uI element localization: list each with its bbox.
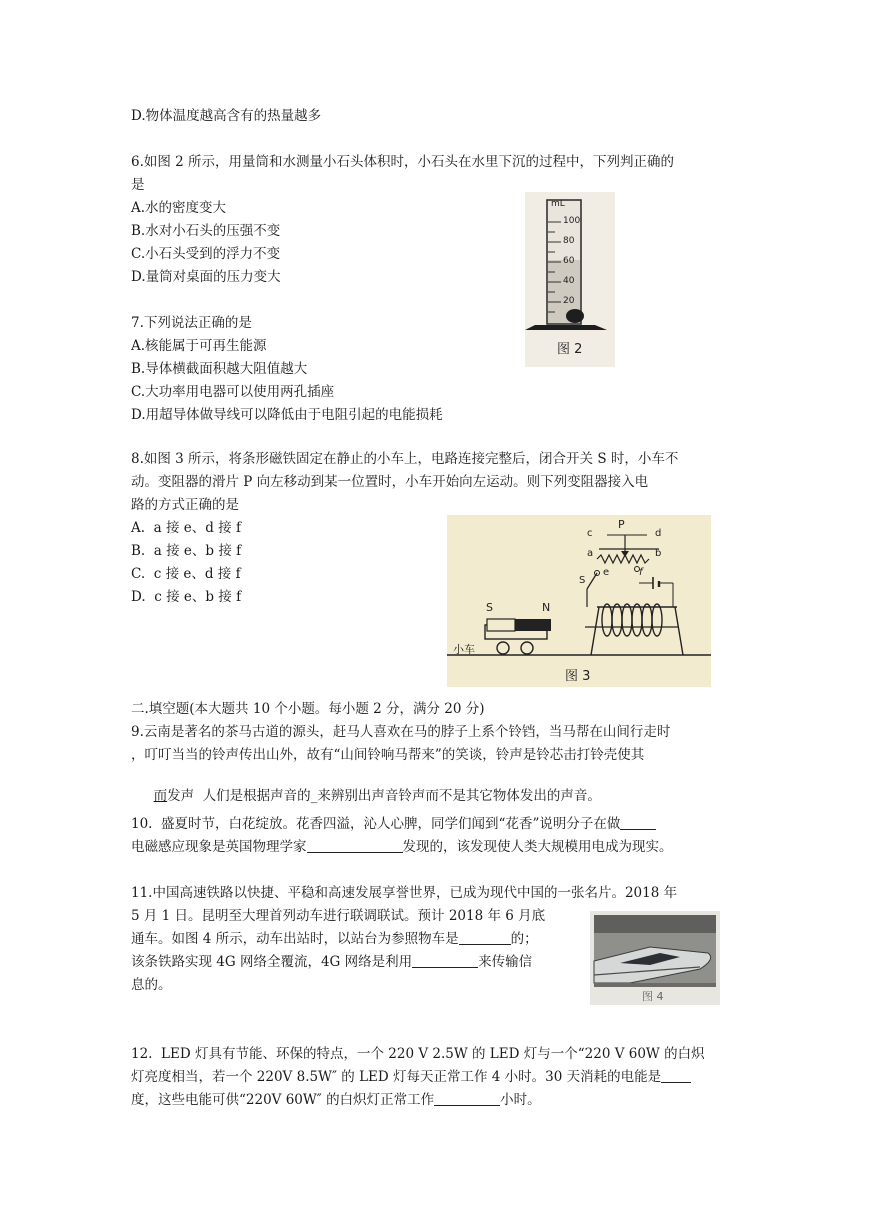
q7-option-d: D.用超导体做导线可以降低由于电阻引起的电能损耗: [131, 407, 443, 423]
q9-stem: 9.云南是著名的茶马古道的源头，赶马人喜欢在马的脖子上系个铃铛，当马帮在山间行走时: [131, 724, 671, 740]
q7-option-a: A.核能属于可再生能源: [131, 338, 267, 354]
q6-option-a: A.水的密度变大: [131, 200, 227, 216]
q6-option-d: D.量筒对桌面的压力变大: [131, 269, 281, 285]
q6-stem: 6.如图 2 所示，用量筒和水测量小石头体积时，小石头在水里下沉的过程中，下列判正确的: [131, 154, 675, 170]
q11-stem-cont: 5 月 1 日。昆明至大理首列动车进行联调联试。预计 2018 年 6 月底: [131, 908, 546, 924]
terminal-d: d: [655, 528, 662, 539]
q8-option-b: B. a 接 e、b 接 f: [131, 543, 242, 559]
q9-stem-cont: ，叮叮当当的铃声传出山外，故有“山间铃响马帮来”的笑谈，铃声是铃芯击打铃壳使其: [131, 747, 645, 763]
figure-2-cylinder: [525, 192, 615, 367]
q10-stem-cont: [131, 838, 673, 856]
slider-label-p: P: [618, 518, 625, 531]
section-heading: 二.填空题(本大题共 10 个小题。每小题 2 分，满分 20 分): [131, 701, 485, 717]
q12-text-c: 小时。: [500, 1092, 541, 1108]
tick-100: 100: [563, 216, 581, 226]
q10-stem-text: 10. 盛夏时节，白花绽放。花香四溢，沁人心脾，同学们闻到“花香”说明分子在做: [131, 816, 621, 832]
figure-2-caption: 图 2: [557, 342, 583, 357]
terminal-a: a: [587, 548, 594, 559]
q11-stem-cont3: [131, 953, 532, 971]
magnet-pole-s: S: [486, 601, 493, 614]
q6-option-c: C.小石头受到的浮力不变: [131, 246, 281, 262]
q9-underlined-answer: 而: [153, 788, 168, 804]
q10-blank-1[interactable]: [620, 815, 656, 830]
q10-text-b: 发现的，该发现使人类大规模用电成为现实。: [402, 839, 673, 855]
q7-stem: 7.下列说法正确的是: [131, 315, 252, 331]
figure-3-caption: 图 3: [565, 669, 591, 684]
q11-stem-cont2: [131, 930, 538, 948]
q8-stem-cont: 动。变阻器的滑片 P 向左移动到某一位置时，小车开始向左运动。则下列变阻器接入电: [131, 474, 649, 490]
q11-text-b: 的；: [510, 931, 538, 947]
q5-option-d: D.物体温度越高含有的热量越多: [131, 108, 322, 124]
magnet-pole-n: N: [542, 601, 551, 614]
q11-text-a: 通车。如图 4 所示，动车出站时，以站台为参照物车是: [131, 931, 459, 947]
q12-stem: 12. LED 灯具有节能、环保的特点，一个 220 V 2.5W 的 LED 灯与一个“220 V 60W 的白炽: [131, 1046, 705, 1062]
q12-stem-cont: [131, 1068, 691, 1086]
q12-text-a: 灯亮度相当，若一个 220V 8.5W″ 的 LED 灯每天正常工作 4 小时。30 天消耗的电能是: [131, 1069, 662, 1085]
q12-text-b: 度，这些电能可供“220V 60W″ 的白炽灯正常工作: [131, 1092, 435, 1108]
q12-blank-1[interactable]: [661, 1068, 691, 1083]
q10-text-a: 电磁感应现象是英国物理学家: [131, 839, 307, 855]
q11-stem: 11.中国高速铁路以快捷、平稳和高速发展享誉世界，已成为现代中国的一张名片。2018 年: [131, 885, 678, 901]
q8-stem-cont2: 路的方式正确的是: [131, 497, 239, 513]
switch-label-s: S: [579, 575, 586, 586]
q6-stem-cont: 是: [131, 177, 145, 193]
q12-stem-cont2: [131, 1091, 541, 1109]
q8-option-c: C. c 接 e、d 接 f: [131, 566, 241, 582]
tick-40: 40: [563, 276, 575, 286]
q7-option-c: C.大功率用电器可以使用两孔插座: [131, 384, 335, 400]
terminal-e: e: [603, 567, 610, 578]
q12-blank-2[interactable]: [434, 1091, 500, 1106]
terminal-b: b: [655, 548, 662, 559]
q11-blank-1[interactable]: [459, 930, 511, 945]
q9-stem-tail: 发声 人们是根据声音的_来辨别出声音铃声而不是其它物体发出的声音。: [167, 788, 601, 804]
tick-80: 80: [563, 236, 575, 246]
q6-option-b: B.水对小石头的压强不变: [131, 223, 281, 239]
cylinder-unit: mL: [551, 199, 565, 209]
q7-option-b: B.导体横截面积越大阻值越大: [131, 361, 308, 377]
cart-label: 小车: [453, 643, 475, 656]
figure-3-circuit: [447, 515, 711, 687]
q10-stem: [131, 815, 656, 833]
figure-4-train-photo: [590, 911, 720, 1005]
tick-60: 60: [563, 256, 575, 266]
q8-option-d: D. c 接 e、b 接 f: [131, 589, 242, 605]
terminal-c: c: [587, 528, 593, 539]
q10-blank-2[interactable]: [307, 838, 403, 853]
terminal-f: f: [639, 567, 643, 578]
q8-stem: 8.如图 3 所示，将条形磁铁固定在静止的小车上，电路连接完整后，闭合开关 S 时，小车不: [131, 451, 679, 467]
q11-blank-2[interactable]: [412, 953, 478, 968]
figure-4-caption: 图 4: [642, 990, 664, 1003]
q11-text-c: 该条铁路实现 4G 网络全覆流，4G 网络是利用: [131, 954, 413, 970]
q8-option-a: A. a 接 e、d 接 f: [131, 520, 241, 536]
q11-text-d: 来传输信: [478, 954, 533, 970]
q11-stem-cont4: 息的。: [131, 977, 172, 993]
tick-20: 20: [563, 296, 575, 306]
q9-stem-cont2: [131, 769, 601, 805]
